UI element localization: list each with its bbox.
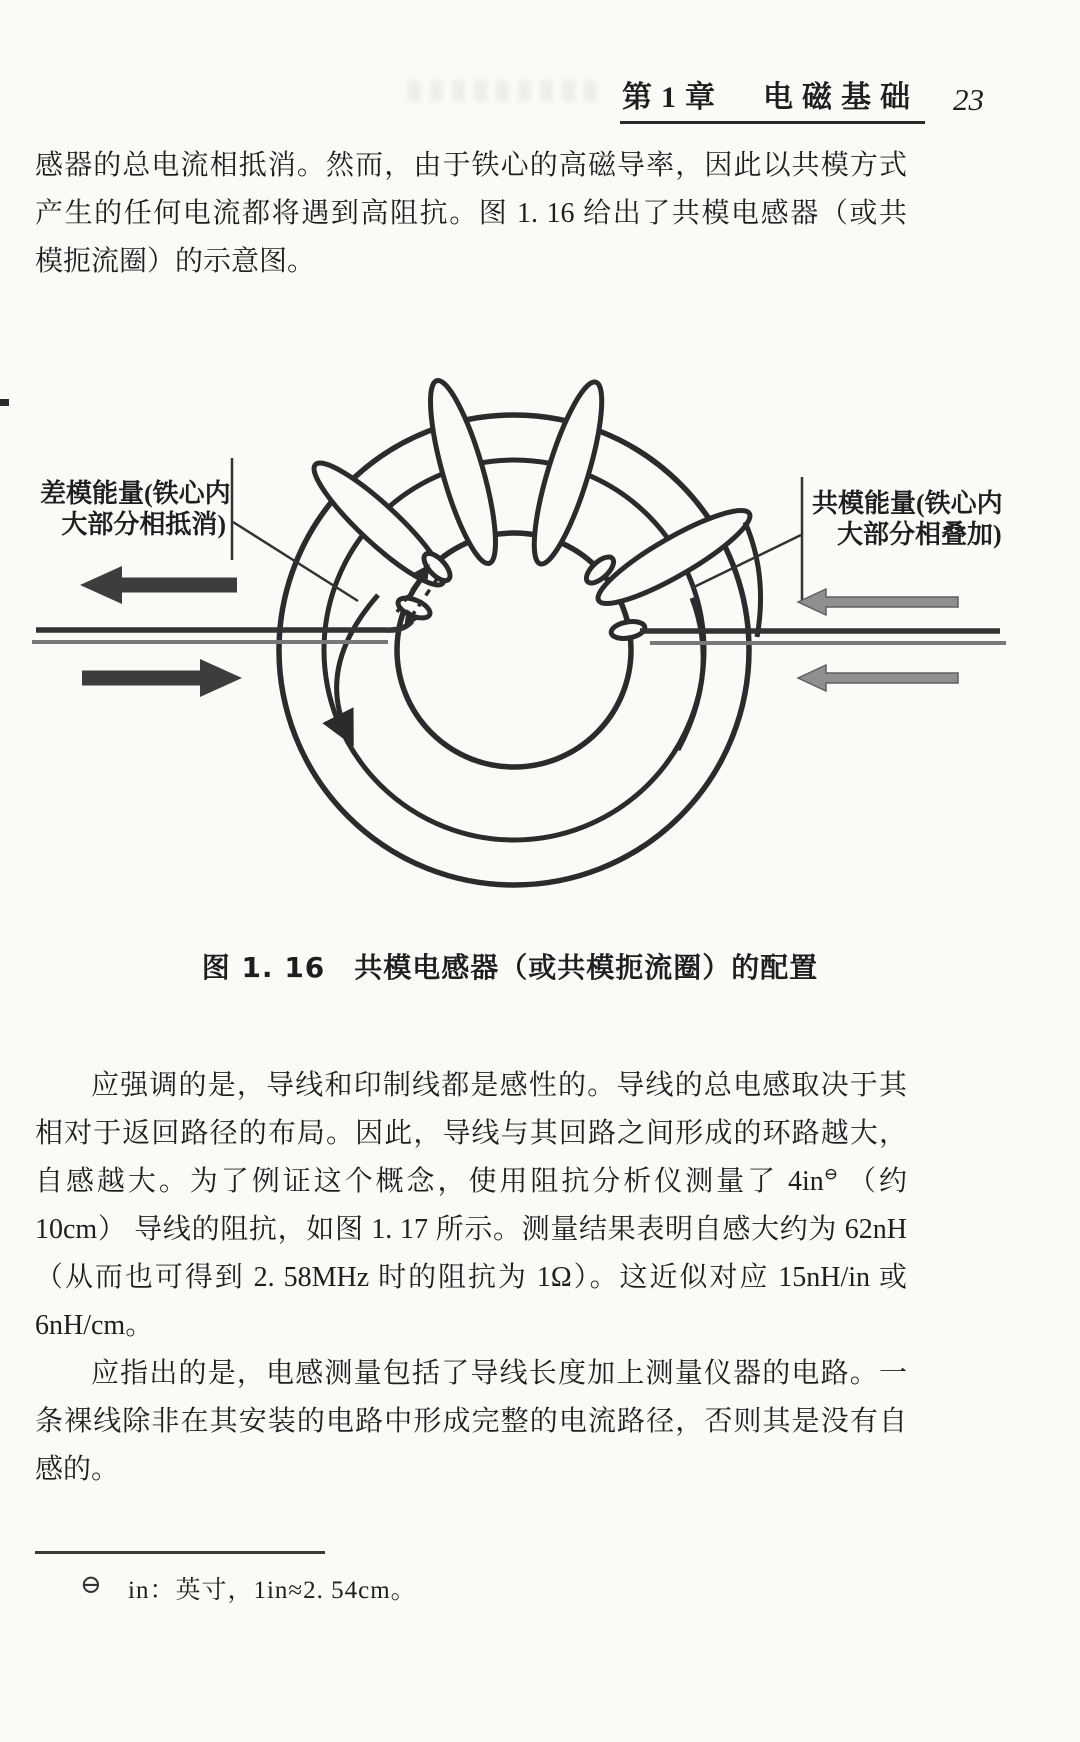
common-mode-choke-diagram	[0, 300, 1080, 960]
text-line: 6nH/cm。	[35, 1310, 154, 1341]
flux-circulation-arrows	[337, 595, 704, 750]
label-line: 共模能量(铁心内	[812, 489, 1003, 518]
paragraph-2	[35, 1062, 907, 1350]
figure-1-16	[0, 300, 1080, 960]
left-label-leader	[233, 522, 358, 601]
text-line: 模扼流圈）的示意图。	[35, 246, 316, 277]
common-mode-arrows	[798, 589, 958, 691]
signal-wires	[32, 621, 1006, 643]
footnote-rule	[35, 1551, 325, 1554]
text-line: 感器的总电流相抵消。然而，由于铁心的高磁导率，因此以共模方式	[35, 150, 907, 181]
label-line: 大部分相叠加)	[837, 520, 1002, 549]
flux-arc-left-arrow	[337, 595, 378, 737]
text-line: 感的。	[35, 1454, 120, 1485]
flux-arc-right	[678, 598, 703, 750]
figure-caption: 图 1. 16 共模电感器（或共模扼流圈）的配置	[201, 951, 819, 984]
text-line: 应指出的是，电感测量包括了导线长度加上测量仪器的电路。一	[91, 1358, 907, 1389]
footnote-marker-icon: ⊖	[80, 1570, 102, 1599]
arrow-left-in	[82, 659, 242, 697]
text-line: 10cm） 导线的阻抗，如图 1. 17 所示。测量结果表明自感大约为 62nH	[35, 1214, 907, 1245]
footnote-ref-mark: ⊖	[823, 1164, 839, 1184]
running-header	[620, 72, 984, 124]
print-bleed-ghost	[408, 80, 603, 102]
label-line: 差模能量(铁心内	[40, 479, 231, 508]
chapter-title: 第1章 电磁基础	[620, 72, 925, 124]
text-line: （从而也可得到 2. 58MHz 时的阻抗为 1Ω）。这近似对应 15nH/in 或	[35, 1262, 907, 1293]
paragraph-1	[35, 142, 907, 286]
label-line: 大部分相抵消)	[61, 510, 226, 539]
arrow-right-top	[798, 589, 958, 615]
footnote-text: in：英寸，1in≈2. 54cm。	[128, 1577, 417, 1604]
paragraph-3	[35, 1350, 907, 1494]
text-line: 应强调的是，导线和印制线都是感性的。导线的总电感取决于其	[91, 1070, 907, 1101]
text-line: 产生的任何电流都将遇到高阻抗。图 1. 16 给出了共模电感器（或共	[35, 198, 907, 229]
label-common-mode-energy	[812, 488, 1003, 550]
text-line: 条裸线除非在其安装的电路中形成完整的电流路径，否则其是没有自	[35, 1406, 907, 1437]
arrow-left-out	[80, 566, 237, 604]
text-line: 相对于返回路径的布局。因此，导线与其回路之间形成的环路越大，	[35, 1118, 907, 1149]
label-differential-energy	[40, 478, 231, 540]
text-line: 自感越大。为了例证这个概念，使用阻抗分析仪测量了 4in⊖ （约	[35, 1164, 907, 1197]
arrow-right-bottom	[798, 665, 958, 691]
page-number: 23	[953, 82, 984, 117]
